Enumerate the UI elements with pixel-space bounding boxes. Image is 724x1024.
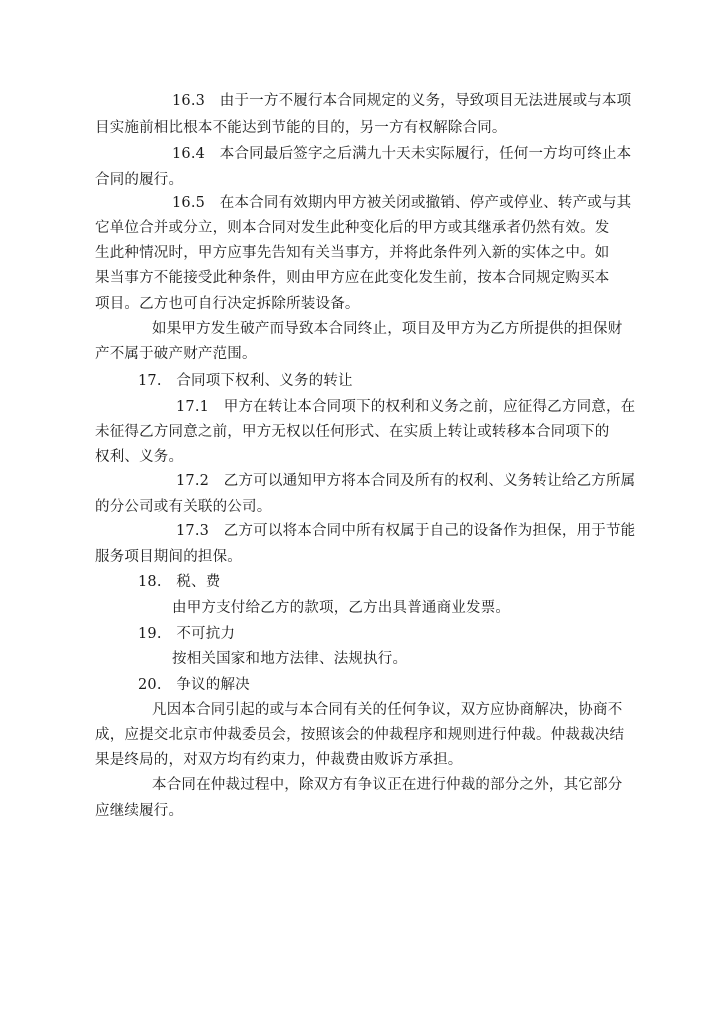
clause-17-2-line-2: 的分公司或有关联的公司。 — [95, 499, 272, 515]
bankruptcy-paragraph-line-2: 产不属于破产财产范围。 — [95, 346, 257, 362]
clause-16-4-line-2: 合同的履行。 — [95, 172, 184, 188]
section-20-body-line-1: 凡因本合同引起的或与本合同有关的任何争议，双方应协商解决，协商不 — [152, 702, 623, 718]
clause-16-5-line-1: 16.5 在本合同有效期内甲方被关闭或撤销、停产或停业、转产或与其 — [172, 195, 632, 211]
section-18-body: 由甲方支付给乙方的款项，乙方出具普通商业发票。 — [172, 600, 511, 616]
section-19-body: 按相关国家和地方法律、法规执行。 — [172, 651, 408, 667]
bankruptcy-paragraph-line-1: 如果甲方发生破产而导致本合同终止，项目及甲方为乙方所提供的担保财 — [152, 321, 623, 337]
clause-16-3-line-1: 16.3 由于一方不履行本合同规定的义务，导致项目无法进展或与本项 — [172, 93, 632, 109]
clause-16-4-line-1: 16.4 本合同最后签字之后满九十天未实际履行，任何一方均可终止本 — [172, 146, 632, 162]
clause-17-3-line-2: 服务项目期间的担保。 — [95, 549, 242, 565]
section-18-heading: 18. 税、费 — [138, 574, 221, 590]
final-paragraph-line-2: 应继续履行。 — [95, 803, 184, 819]
section-20-body-line-3: 果是终局的，对双方均有约束力，仲裁费由败诉方承担。 — [95, 752, 463, 768]
section-20-heading: 20. 争议的解决 — [138, 677, 250, 693]
clause-17-2-line-1: 17.2 乙方可以通知甲方将本合同及所有的权利、义务转让给乙方所属 — [176, 473, 636, 489]
clause-16-5-line-3: 生此种情况时，甲方应事先告知有关当事方，并将此条件列入新的实体之中。如 — [95, 245, 610, 261]
clause-17-3-line-1: 17.3 乙方可以将本合同中所有权属于自己的设备作为担保，用于节能 — [176, 523, 636, 539]
clause-17-1-line-1: 17.1 甲方在转让本合同项下的权利和义务之前，应征得乙方同意，在 — [176, 399, 636, 415]
clause-16-5-line-2: 它单位合并或分立，则本合同对发生此种变化后的甲方或其继承者仍然有效。发 — [95, 220, 610, 236]
clause-16-5-line-4: 果当事方不能接受此种条件，则由甲方应在此变化发生前，按本合同规定购买本 — [95, 270, 610, 286]
section-20-body-line-2: 成，应提交北京市仲裁委员会，按照该会的仲裁程序和规则进行仲裁。仲裁裁决结 — [95, 727, 625, 743]
clause-16-3-line-2: 目实施前相比根本不能达到节能的目的，另一方有权解除合同。 — [95, 120, 507, 136]
section-19-heading: 19. 不可抗力 — [138, 626, 236, 642]
clause-17-1-line-3: 权利、义务。 — [95, 449, 184, 465]
clause-17-1-line-2: 未征得乙方同意之前，甲方无权以任何形式、在实质上转让或转移本合同项下的 — [95, 424, 610, 440]
section-17-heading: 17. 合同项下权利、义务的转让 — [138, 373, 353, 389]
final-paragraph-line-1: 本合同在仲裁过程中，除双方有争议正在进行仲裁的部分之外，其它部分 — [152, 777, 623, 793]
clause-16-5-line-5: 项目。乙方也可自行决定拆除所装设备。 — [95, 296, 360, 312]
